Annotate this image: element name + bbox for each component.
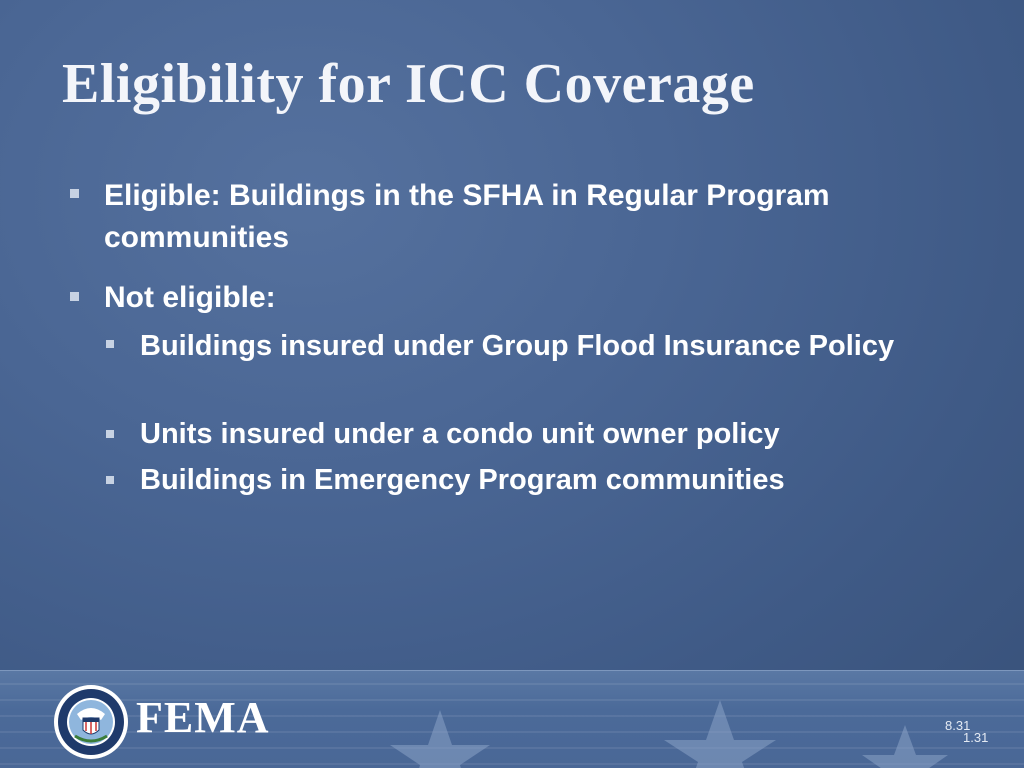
star-icon (664, 700, 776, 768)
bullet-eligible: Eligible: Buildings in the SFHA in Regular Program communities (104, 179, 830, 254)
star-icon (390, 710, 490, 768)
sub-bullet-emergency-program: Buildings in Emergency Program communities (140, 464, 785, 496)
dhs-seal-icon (53, 684, 129, 760)
bullet-not-eligible: Not eligible: (104, 281, 276, 314)
sub-bullet-marker (106, 340, 114, 348)
bullet-marker (70, 292, 79, 301)
star-icon (862, 725, 948, 768)
page-number-secondary: 1.31 (963, 730, 989, 745)
sub-bullet-marker (106, 430, 114, 438)
page-number: 8.31 (945, 718, 971, 733)
sub-bullet-marker (106, 476, 114, 484)
sub-bullet-group-flood: Buildings insured under Group Flood Insurance Policy (140, 330, 895, 362)
fema-logo: FEMA (136, 693, 270, 742)
bullet-marker (70, 189, 79, 198)
slide-title: Eligibility for ICC Coverage (62, 53, 755, 115)
sub-bullet-condo-unit: Units insured under a condo unit owner policy (140, 418, 780, 450)
